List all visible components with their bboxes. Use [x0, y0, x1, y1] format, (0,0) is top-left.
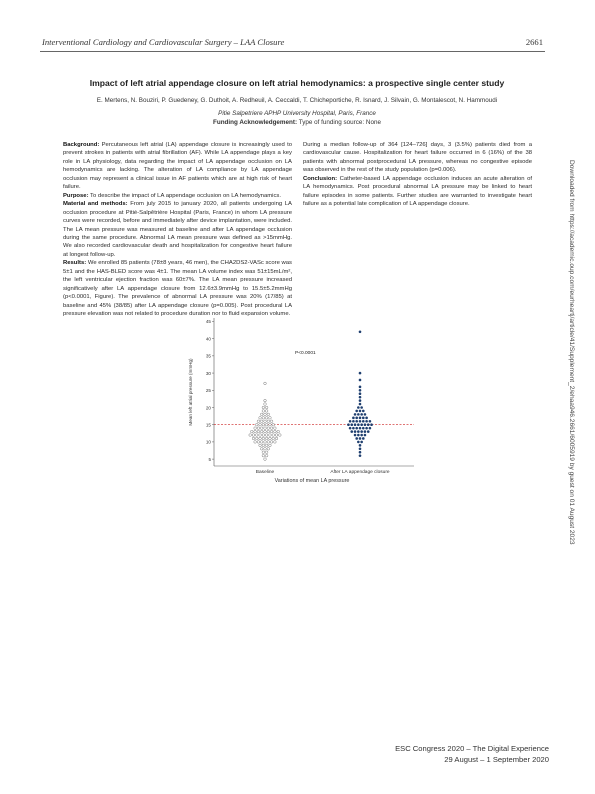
baseline-data-point: [265, 434, 268, 437]
methods-label: Material and methods:: [63, 201, 128, 208]
post-closure-data-point: [349, 427, 352, 430]
methods-text: From july 2015 to january 2020, all patients undergoing LA occlusion procedure at Pitié-Salpêtrière Hospital (Paris, France) in whom LA pressure curves were recorded, before and immediately after device implantation, were included. The LA mean pressure was measured at baseline and after LA appendage occlusion during the same procedure. Abnormal LA mean pressure was defined as >15mmHg. We also recorded cardiovascular death and hospitalization for congestive heart failure at longest follow-up.: [63, 201, 292, 258]
baseline-data-point: [270, 430, 273, 433]
baseline-data-point: [279, 434, 282, 437]
baseline-data-point: [260, 413, 263, 416]
post-closure-data-point: [369, 427, 372, 430]
y-tick-label: 5: [208, 456, 211, 462]
baseline-data-point: [262, 417, 265, 420]
post-closure-data-point: [354, 423, 357, 426]
author-list: E. Mertens, N. Bouziri, P. Guedeney, G. Duthoit, A. Redheuil, A. Ceccaldi, T. Chicheportiche, R. Isnard, J. Silvain, G. Montalescot, N. Hammoudi: [96, 97, 498, 104]
baseline-data-point: [259, 434, 262, 437]
post-closure-data-point: [365, 417, 368, 420]
article-title: Impact of left atrial appendage closure on left atrial hemodynamics: a prospective single center study: [89, 78, 505, 88]
baseline-data-point: [264, 420, 267, 423]
abstract-left-column: [63, 141, 292, 319]
baseline-data-point: [251, 430, 254, 433]
post-closure-data-point: [359, 451, 362, 454]
results-continued-paragraph: During a median follow-up of 364 [124–726] days, 3 (3.5%) patients died from a cardiovascular cause. Hospitalization for heart failure occurred in 6 (16%) of the 38 patients with abnormal postprocedural LA pressure, whereas no congestive episode was observed in the rest of the study population (p=0.006).: [303, 142, 532, 174]
post-closure-data-point: [355, 437, 358, 440]
post-closure-data-point: [357, 423, 360, 426]
purpose-paragraph: [63, 192, 292, 200]
post-closure-data-point: [362, 420, 365, 423]
post-closure-data-point: [365, 427, 368, 430]
post-closure-data-point: [352, 427, 355, 430]
post-closure-data-point: [369, 420, 372, 423]
figure-caption: Variations of mean LA pressure: [274, 478, 350, 484]
purpose-label: Purpose:: [63, 192, 89, 199]
baseline-data-point: [264, 447, 267, 450]
download-side-note-text: Downloaded from https://academic.oup.com/eurheartj/article/41/Supplement_2/ehaa946.2661/6005919 by guest on 01 August 2023: [568, 160, 575, 545]
purpose-text: To describe the impact of LA appendage occlusion on LA hemodynamics.: [88, 192, 281, 199]
baseline-data-point: [265, 423, 268, 426]
post-closure-data-point: [359, 444, 362, 447]
baseline-data-point: [262, 454, 265, 457]
baseline-data-point: [274, 427, 277, 430]
post-closure-data-point: [359, 437, 362, 440]
y-tick-label: 15: [205, 422, 211, 428]
baseline-data-point: [257, 441, 260, 444]
baseline-data-point: [267, 427, 270, 430]
y-tick-label: 45: [205, 319, 211, 325]
baseline-data-point: [259, 417, 262, 420]
post-closure-data-point: [359, 379, 362, 382]
post-closure-data-point: [355, 410, 358, 413]
post-closure-data-point: [360, 423, 363, 426]
baseline-data-point: [255, 423, 258, 426]
baseline-data-point: [270, 441, 273, 444]
baseline-data-point: [254, 427, 257, 430]
header-rule: [40, 51, 545, 52]
baseline-data-point: [264, 430, 267, 433]
baseline-data-point: [255, 434, 258, 437]
post-closure-data-point: [367, 423, 370, 426]
post-closure-data-point: [360, 430, 363, 433]
page-number: 2661: [525, 37, 543, 47]
post-closure-data-point: [362, 417, 365, 420]
post-closure-data-point: [370, 423, 373, 426]
post-closure-data-point: [359, 410, 362, 413]
figure: [188, 310, 420, 490]
post-closure-data-point: [359, 420, 362, 423]
conclusion-paragraph: [303, 175, 532, 209]
post-closure-data-point: [359, 372, 362, 375]
post-closure-data-point: [364, 430, 367, 433]
baseline-data-point: [269, 423, 272, 426]
baseline-data-point: [265, 451, 268, 454]
post-closure-data-point: [347, 423, 350, 426]
post-closure-data-point: [365, 420, 368, 423]
baseline-data-point: [265, 454, 268, 457]
abstract-right-column: [303, 141, 532, 209]
baseline-data-point: [267, 441, 270, 444]
baseline-data-point: [269, 434, 272, 437]
x-tick-label: Baseline: [255, 470, 275, 475]
post-closure-data-point: [362, 427, 365, 430]
post-closure-data-point: [359, 427, 362, 430]
post-closure-data-point: [360, 434, 363, 437]
affiliation: Pitie Salpetriere APHP University Hospital, Paris, France: [218, 110, 376, 117]
conclusion-text: Catheter-based LA appendage occlusion induces an acute alteration of LA hemodynamics. Post procedural abnormal LA pressure may be linked to heart failure episodes in some patients. Further studies are warranted to investigate heart failure as a potential late complication of LA appendage closure.: [303, 175, 532, 208]
y-tick-label: 35: [205, 353, 211, 359]
post-closure-data-point: [350, 423, 353, 426]
baseline-data-point: [260, 447, 263, 450]
post-closure-data-point: [359, 417, 362, 420]
baseline-data-point: [270, 420, 273, 423]
post-closure-data-point: [359, 454, 362, 457]
baseline-data-point: [257, 420, 260, 423]
baseline-data-point: [264, 458, 267, 461]
baseline-data-point: [269, 417, 272, 420]
post-closure-data-point: [359, 330, 362, 333]
baseline-data-point: [262, 423, 265, 426]
post-closure-data-point: [359, 447, 362, 450]
post-closure-data-point: [354, 430, 357, 433]
footer-dates: 29 August – 1 September 2020: [444, 755, 549, 764]
funding-line: [45, 119, 549, 126]
baseline-data-point: [264, 399, 267, 402]
baseline-data-point: [254, 441, 257, 444]
post-closure-data-point: [367, 430, 370, 433]
baseline-data-point: [249, 434, 252, 437]
baseline-data-point: [270, 427, 273, 430]
background-text: Percutaneous left atrial (LA) appendage closure is increasingly used to prevent strokes in patients with atrial fibrillation (AF). While LA appendage plays a key role in LA physiology, data regarding the impact of LA appendage occlusion on LA hemodynamics are lacking. The alteration of LA compliance by LA appendage occlusion may represent a clinical issue in AF patients which are at high risk of heart failure.: [63, 142, 292, 191]
baseline-data-point: [269, 444, 272, 447]
y-tick-label: 30: [205, 370, 211, 376]
baseline-data-point: [264, 403, 267, 406]
baseline-data-point: [267, 447, 270, 450]
baseline-data-point: [265, 410, 268, 413]
baseline-data-point: [272, 437, 275, 440]
running-head: Interventional Cardiology and Cardiovascular Surgery – LAA Closure: [42, 37, 285, 47]
dot-plot-chart: [188, 310, 420, 480]
background-paragraph: [63, 141, 292, 192]
baseline-data-point: [277, 430, 280, 433]
baseline-data-point: [272, 434, 275, 437]
baseline-data-point: [264, 427, 267, 430]
post-closure-data-point: [364, 434, 367, 437]
baseline-data-point: [265, 406, 268, 409]
post-closure-data-point: [357, 413, 360, 416]
post-closure-data-point: [357, 441, 360, 444]
y-tick-label: 40: [205, 336, 211, 342]
baseline-data-point: [274, 430, 277, 433]
funding-text: Type of funding source: None: [297, 119, 381, 126]
baseline-data-point: [265, 444, 268, 447]
post-closure-data-point: [360, 406, 363, 409]
baseline-data-point: [272, 423, 275, 426]
baseline-data-point: [257, 430, 260, 433]
download-side-note: [566, 160, 578, 600]
post-closure-data-point: [354, 413, 357, 416]
post-closure-data-point: [357, 430, 360, 433]
baseline-data-point: [260, 441, 263, 444]
baseline-data-point: [267, 430, 270, 433]
post-closure-data-point: [359, 392, 362, 395]
baseline-data-point: [269, 437, 272, 440]
funding-label: Funding Acknowledgement:: [213, 119, 298, 126]
baseline-data-point: [262, 444, 265, 447]
baseline-data-point: [262, 434, 265, 437]
results-text: We enrolled 85 patients (78±8 years, 46 men), the CHA2DS2-VASc score was 5±1 and the HAS-BLED score was 4±1. The mean LA volume index was 51±15mL/m², the left ventricular ejection fraction was 60±7%. The LA mean pressure increased significatively after LA appendage closure from 12.6±3.9mmHg to 15.5±5.2mmHg (p<0.0001, Figure). The prevalence of abnormal LA pressure was 20% (17/85) at baseline and 45% (38/85) after LA appendage closure (p=0.005). Post procedural LA pressure elevation was not related to procedure duration nor to fluid expansion volume.: [63, 260, 292, 318]
baseline-data-point: [275, 437, 278, 440]
y-tick-label: 10: [205, 439, 211, 445]
baseline-data-point: [262, 437, 265, 440]
baseline-data-point: [267, 413, 270, 416]
baseline-data-point: [259, 437, 262, 440]
y-tick-label: 25: [205, 388, 211, 394]
post-closure-data-point: [362, 410, 365, 413]
post-closure-data-point: [350, 430, 353, 433]
baseline-data-point: [275, 434, 278, 437]
post-closure-data-point: [359, 403, 362, 406]
baseline-data-point: [260, 427, 263, 430]
x-tick-label: After LA appendage closure: [330, 470, 390, 475]
baseline-data-point: [259, 423, 262, 426]
post-closure-data-point: [349, 420, 352, 423]
baseline-data-point: [252, 437, 255, 440]
baseline-data-point: [264, 382, 267, 385]
post-closure-data-point: [355, 420, 358, 423]
baseline-data-point: [257, 427, 260, 430]
y-tick-label: 20: [205, 405, 211, 411]
baseline-data-point: [265, 417, 268, 420]
post-closure-data-point: [355, 427, 358, 430]
post-closure-data-point: [362, 437, 365, 440]
baseline-data-point: [274, 441, 277, 444]
baseline-data-point: [267, 420, 270, 423]
baseline-data-point: [264, 441, 267, 444]
post-closure-data-point: [364, 413, 367, 416]
results-label: Results:: [63, 260, 87, 267]
post-closure-data-point: [359, 399, 362, 402]
post-closure-data-point: [352, 420, 355, 423]
baseline-data-point: [254, 430, 257, 433]
conclusion-label: Conclusion:: [303, 175, 338, 182]
post-closure-data-point: [355, 417, 358, 420]
post-closure-data-point: [359, 389, 362, 392]
baseline-data-point: [259, 444, 262, 447]
baseline-data-point: [264, 413, 267, 416]
post-closure-data-point: [364, 423, 367, 426]
baseline-data-point: [252, 434, 255, 437]
post-closure-data-point: [354, 434, 357, 437]
baseline-data-point: [265, 437, 268, 440]
y-axis-label: Mean left atrial pressure (mmHg): [188, 358, 193, 426]
post-closure-data-point: [359, 396, 362, 399]
post-closure-data-point: [357, 406, 360, 409]
footer-conference: ESC Congress 2020 – The Digital Experience: [395, 744, 549, 753]
baseline-data-point: [262, 451, 265, 454]
baseline-data-point: [260, 430, 263, 433]
post-closure-data-point: [357, 434, 360, 437]
baseline-data-point: [255, 437, 258, 440]
post-closure-data-point: [360, 413, 363, 416]
baseline-data-point: [260, 420, 263, 423]
post-closure-data-point: [360, 441, 363, 444]
baseline-data-point: [262, 406, 265, 409]
baseline-data-point: [262, 410, 265, 413]
methods-paragraph: [63, 200, 292, 259]
post-closure-data-point: [352, 417, 355, 420]
p-value-label: P<0.0001: [295, 351, 316, 357]
background-label: Background:: [63, 142, 100, 148]
post-closure-data-point: [359, 386, 362, 389]
